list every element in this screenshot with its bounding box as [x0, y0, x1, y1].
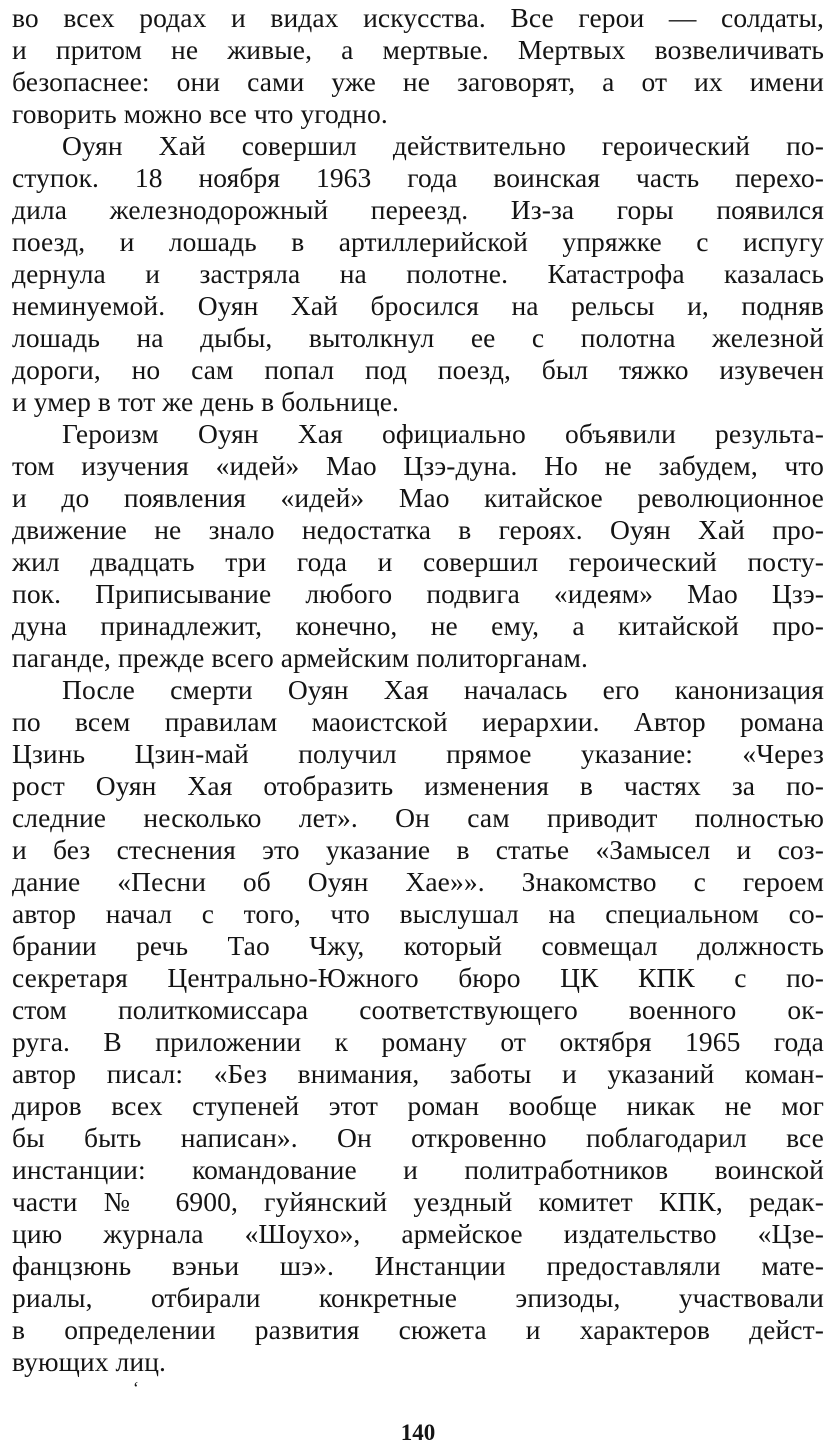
text-line: неминуемой. Оуян Хай бросился на рельсы и, подняв [12, 290, 824, 321]
text-line: части № 6900, гуйянский уездный комитет КПК, редак- [12, 1186, 824, 1217]
text-line: автор начал с того, что выслушал на специальном со- [12, 898, 824, 929]
text-line: бы быть написан». Он откровенно поблагодарил все [12, 1122, 824, 1153]
text-line: ступок. 18 ноября 1963 года воинская часть перехо- [12, 162, 824, 193]
text-line: фанцзюнь вэньи шэ». Инстанции предоставляли мате- [12, 1250, 824, 1281]
text-line: безопаснее: они сами уже не заговорят, а от их имени [12, 66, 824, 97]
text-line: автор писал: «Без внимания, заботы и указаний коман- [12, 1058, 824, 1089]
text-line: цию журнала «Шоухо», армейское издательство «Цзе- [12, 1218, 824, 1249]
text-line: дуна принадлежит, конечно, не ему, а китайской про- [12, 610, 824, 641]
text-line: брании речь Тао Чжу, который совмещал должность [12, 930, 824, 961]
text-line: по всем правилам маоистской иерархии. Автор романа [12, 706, 824, 737]
text-line: в определении развития сюжета и характеров дейст- [12, 1314, 824, 1345]
text-line: лошадь на дыбы, вытолкнул ее с полотна железной [12, 322, 824, 353]
text-line: дание «Песни об Оуян Хае»». Знакомство с героем [12, 866, 824, 897]
paragraph-first-line: Героизм Оуян Хая официально объявили результа- [62, 418, 824, 449]
text-line: том изучения «идей» Мао Цзэ-дуна. Но не забудем, что [12, 450, 824, 481]
text-line: следние несколько лет». Он сам приводит полностью [12, 802, 824, 833]
ink-mark: ʻ [132, 1378, 138, 1398]
text-line: жил двадцать три года и совершил героический посту- [12, 546, 824, 577]
paragraph-first-line: Оуян Хай совершил действительно героический по- [62, 130, 824, 161]
text-line: и притом не живые, а мертвые. Мертвых возвеличивать [12, 34, 824, 65]
text-line: во всех родах и видах искусства. Все герои — солдаты, [12, 2, 824, 33]
text-line: рост Оуян Хая отобразить изменения в частях за по- [12, 770, 824, 801]
text-line: движение не знало недостатка в героях. Оуян Хай про- [12, 514, 824, 545]
paragraph-first-line: После смерти Оуян Хая началась его канонизация [62, 674, 824, 705]
text-line: дороги, но сам попал под поезд, был тяжко изувечен [12, 354, 824, 385]
page-number: 140 [400, 1420, 436, 1445]
text-line: говорить можно все что угодно. [12, 98, 388, 129]
text-line: риалы, отбирали конкретные эпизоды, участвовали [12, 1282, 824, 1313]
text-line: дернула и застряла на полотне. Катастрофа казалась [12, 258, 824, 289]
text-line: пок. Приписывание любого подвига «идеям» Мао Цзэ- [12, 578, 824, 609]
text-line: дила железнодорожный переезд. Из-за горы появился [12, 194, 824, 225]
text-line: секретаря Центрально-Южного бюро ЦК КПК с по- [12, 962, 824, 993]
text-line: диров всех ступеней этот роман вообще никак не мог [12, 1090, 824, 1121]
book-page [12, 0, 824, 1450]
text-line: Цзинь Цзин-май получил прямое указание: «Через [12, 738, 824, 769]
text-line: и умер в тот же день в больнице. [12, 386, 399, 417]
text-line: вующих лиц. [12, 1346, 166, 1377]
text-line: инстанции: командование и политработников воинской [12, 1154, 824, 1185]
text-line: руга. В приложении к роману от октября 1965 года [12, 1026, 824, 1057]
text-line: и без стеснения это указание в статье «Замысел и соз- [12, 834, 824, 865]
text-line: паганде, прежде всего армейским политорганам. [12, 642, 588, 673]
text-line: и до появления «идей» Мао китайское революционное [12, 482, 824, 513]
text-line: стом политкомиссара соответствующего военного ок- [12, 994, 824, 1025]
text-line: поезд, и лошадь в артиллерийской упряжке с испугу [12, 226, 824, 257]
